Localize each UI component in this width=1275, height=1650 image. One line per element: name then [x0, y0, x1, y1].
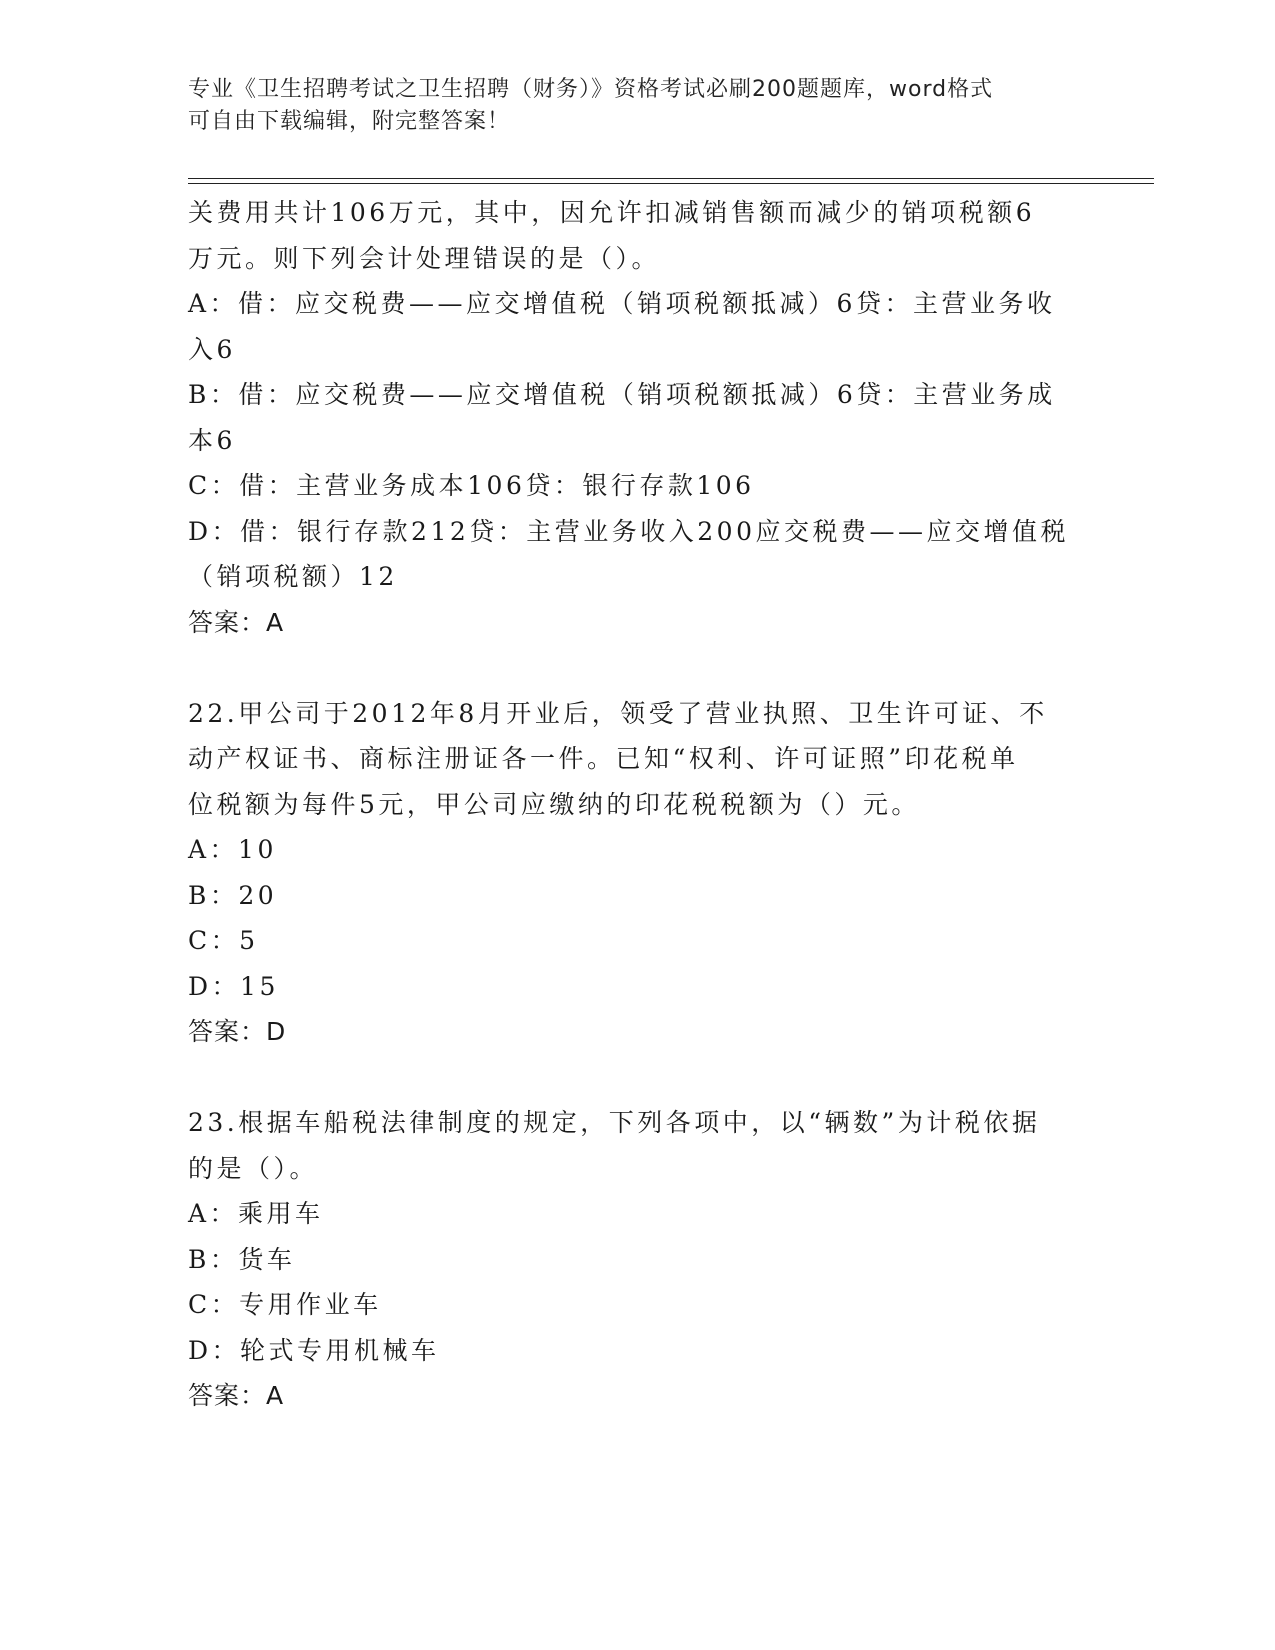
option-line: D：15 [188, 971, 279, 1001]
question-spacer [188, 645, 1078, 691]
header-divider-top [188, 178, 1154, 179]
option-line: C：专用作业车 [188, 1290, 382, 1319]
option-line: A：借：应交税费——应交增值税（销项税额抵减）6贷：主营业务收 [188, 289, 1056, 318]
question-spacer [188, 1055, 1078, 1101]
header-divider-bottom [188, 183, 1154, 184]
option-line: A：10 [188, 835, 277, 864]
question-stem-line: 23.根据车船税法律制度的规定，下列各项中，以“辆数”为计税依据 [188, 1108, 1041, 1137]
question-stem-line: 万元。则下列会计处理错误的是（）。 [188, 243, 661, 273]
option-line: B：20 [188, 880, 278, 910]
question-22 [188, 691, 1078, 1055]
header-line-2: 可自由下载编辑，附完整答案！ [188, 109, 511, 134]
answer-label: 答案：D [188, 1017, 287, 1046]
answer-label: 答案：A [188, 607, 285, 637]
header-line-1: 专业《卫生招聘考试之卫生招聘（财务）》资格考试必刷200题题库，word格式 [188, 77, 994, 102]
option-line: D：轮式专用机械车 [188, 1335, 440, 1365]
question-stem-line: 的是（）。 [188, 1153, 319, 1183]
answer-label: 答案：A [188, 1381, 285, 1410]
question-stem-line: 动产权证书、商标注册证各一件。已知“权利、许可证照”印花税单 [188, 744, 1019, 773]
option-line: （销项税额）12 [188, 562, 398, 591]
option-line: C：5 [188, 926, 259, 955]
question-21 [188, 190, 1078, 645]
document-body [188, 190, 1078, 1419]
question-stem-line: 位税额为每件5元，甲公司应缴纳的印花税税额为（）元。 [188, 789, 920, 819]
option-line: B：货车 [188, 1244, 296, 1274]
question-stem-line: 关费用共计106万元，其中，因允许扣减销售额而减少的销项税额6 [188, 198, 1036, 227]
option-line: D：借：银行存款212贷：主营业务收入200应交税费——应交增值税 [188, 516, 1069, 546]
question-23 [188, 1100, 1078, 1419]
option-line: B：借：应交税费——应交增值税（销项税额抵减）6贷：主营业务成 [188, 380, 1056, 409]
question-stem-line: 22.甲公司于2012年8月开业后，领受了营业执照、卫生许可证、不 [188, 698, 1048, 728]
document-header [188, 74, 1068, 138]
option-line: C：借：主营业务成本106贷：银行存款106 [188, 471, 755, 500]
option-line: A：乘用车 [188, 1199, 324, 1228]
option-line: 入6 [188, 334, 236, 364]
option-line: 本6 [188, 425, 236, 455]
